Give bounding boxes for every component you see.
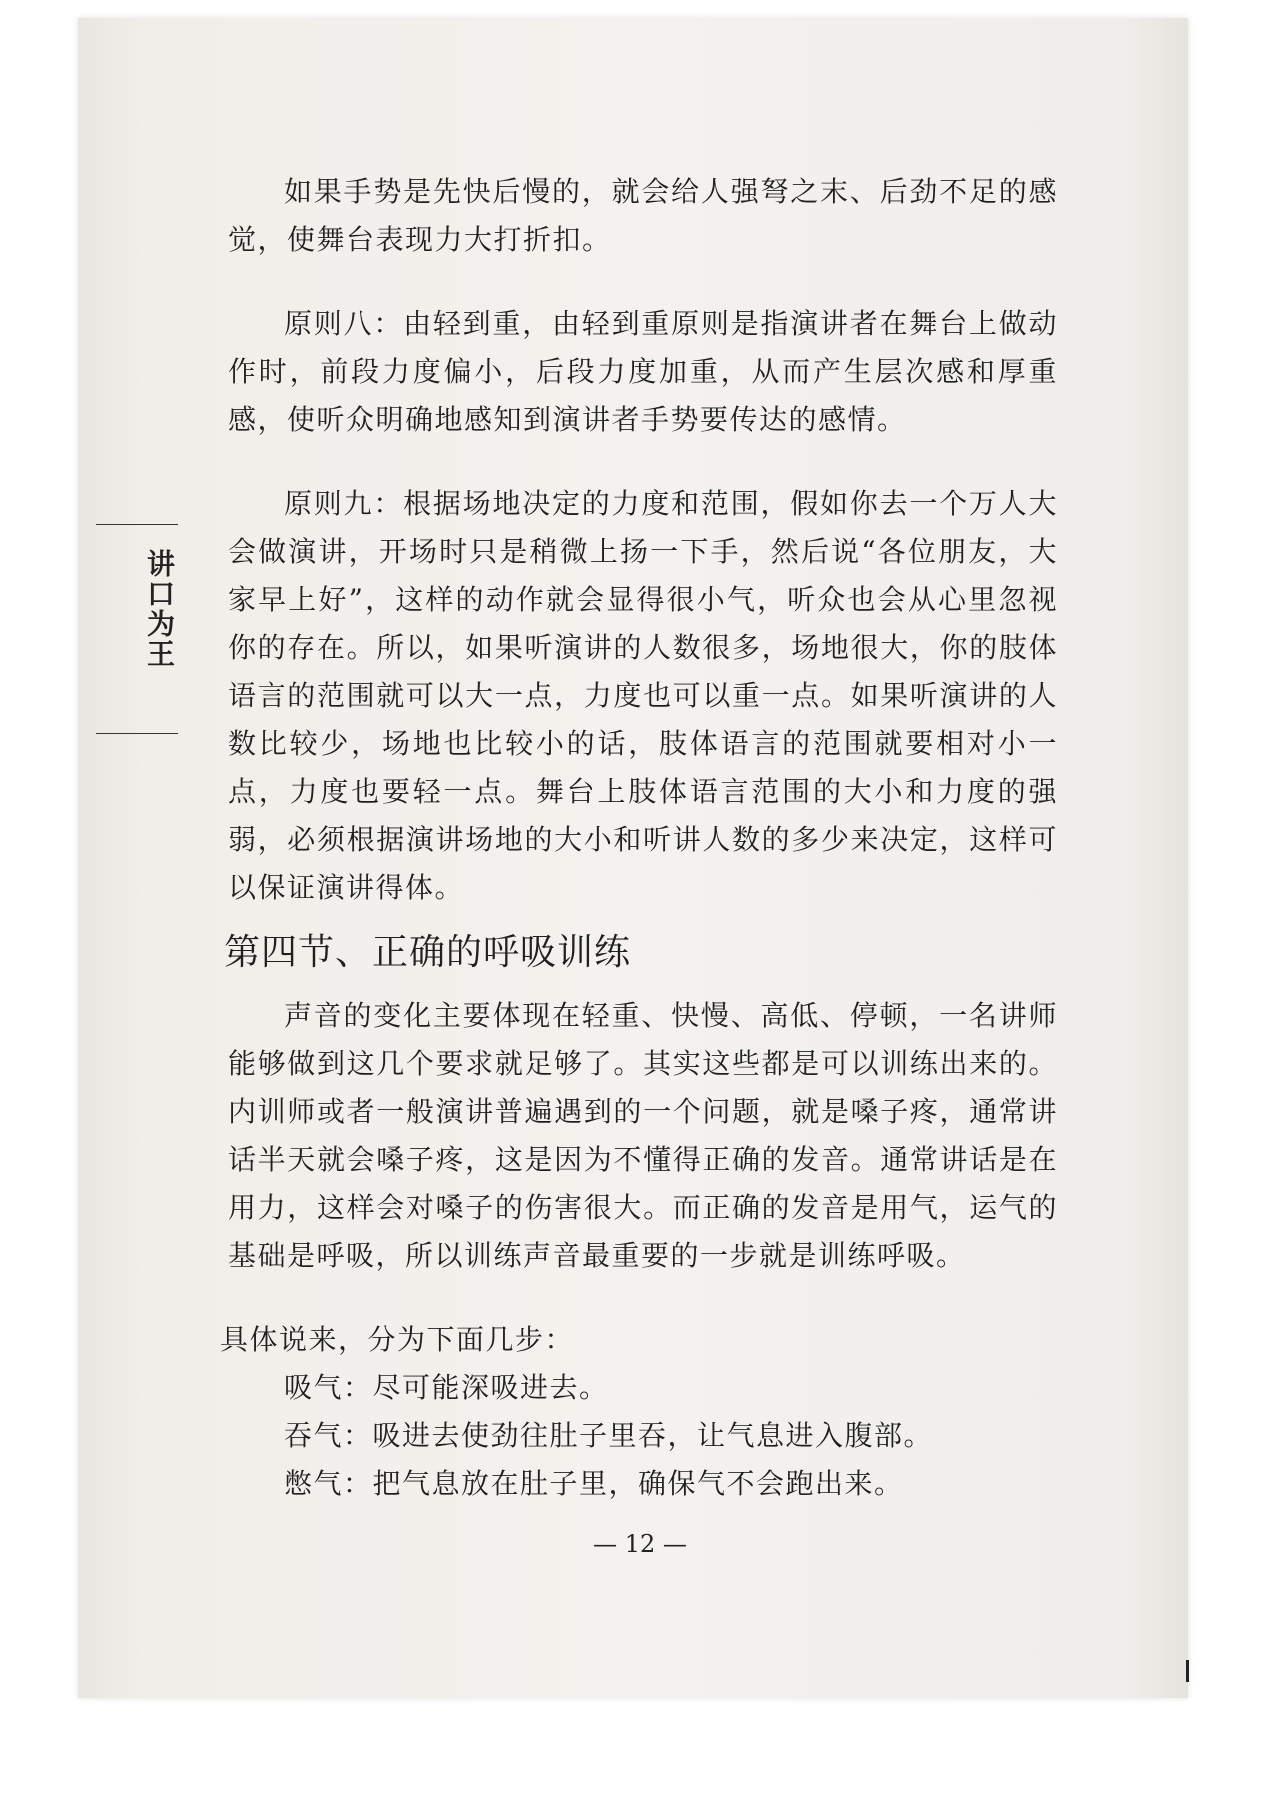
edge-mark <box>1186 1660 1189 1682</box>
paragraph-principle-9: 原则九：根据场地决定的力度和范围，假如你去一个万人大会做演讲，开场时只是稍微上扬一下手，然后说“各位朋友，大家早上好”，这样的动作就会显得很小气，听众也会从心里忽视你的存在。所以，如果听演讲的人数很多，场地很大，你的肢体语言的范围就可以大一点，力度也可以重一点。如果听演讲的人数比较少，场地也比较小的话，肢体语言的范围就要相对小一点，力度也要轻一点。舞台上肢体语言范围的大小和力度的强弱，必须根据演讲场地的大小和听讲人数的多少来决定，这样可以保证演讲得体。 <box>228 487 1058 904</box>
side-tab <box>96 524 178 734</box>
paragraph-gap <box>228 1280 1058 1316</box>
paragraph-gap <box>228 264 1058 300</box>
step-inhale: 吸气：尽可能深吸进去。 <box>284 1371 609 1404</box>
paragraph-breathing: 声音的变化主要体现在轻重、快慢、高低、停顿，一名讲师能够做到这几个要求就足够了。其实这些都是可以训练出来的。内训师或者一般演讲普遍遇到的一个问题，就是嗓子疼，通常讲话半天就会嗓子疼，这是因为不懂得正确的发音。通常讲话是在用力，这样会对嗓子的伤害很大。而正确的发音是用气，运气的基础是呼吸，所以训练声音最重要的一步就是训练呼吸。 <box>228 999 1058 1272</box>
paragraph-gap <box>228 444 1058 480</box>
section-title: 第四节、正确的呼吸训练 <box>224 932 632 973</box>
page-number: — 12 — <box>593 1530 687 1558</box>
body-text <box>220 168 1058 1508</box>
side-tab-label: 讲口为王 <box>143 549 176 669</box>
step-hold: 憋气：把气息放在肚子里，确保气不会跑出来。 <box>284 1467 904 1500</box>
steps-lead: 具体说来，分为下面几步： <box>220 1323 575 1356</box>
paragraph-1: 如果手势是先快后慢的，就会给人强弩之末、后劲不足的感觉，使舞台表现力大打折扣。 <box>228 175 1058 256</box>
paragraph-principle-8: 原则八：由轻到重，由轻到重原则是指演讲者在舞台上做动作时，前段力度偏小，后段力度加重，从而产生层次感和厚重感，使听众明确地感知到演讲者手势要传达的感情。 <box>228 307 1058 436</box>
step-swallow: 吞气：吸进去使劲往肚子里吞，让气息进入腹部。 <box>284 1419 934 1452</box>
steps-list <box>228 1364 1058 1508</box>
